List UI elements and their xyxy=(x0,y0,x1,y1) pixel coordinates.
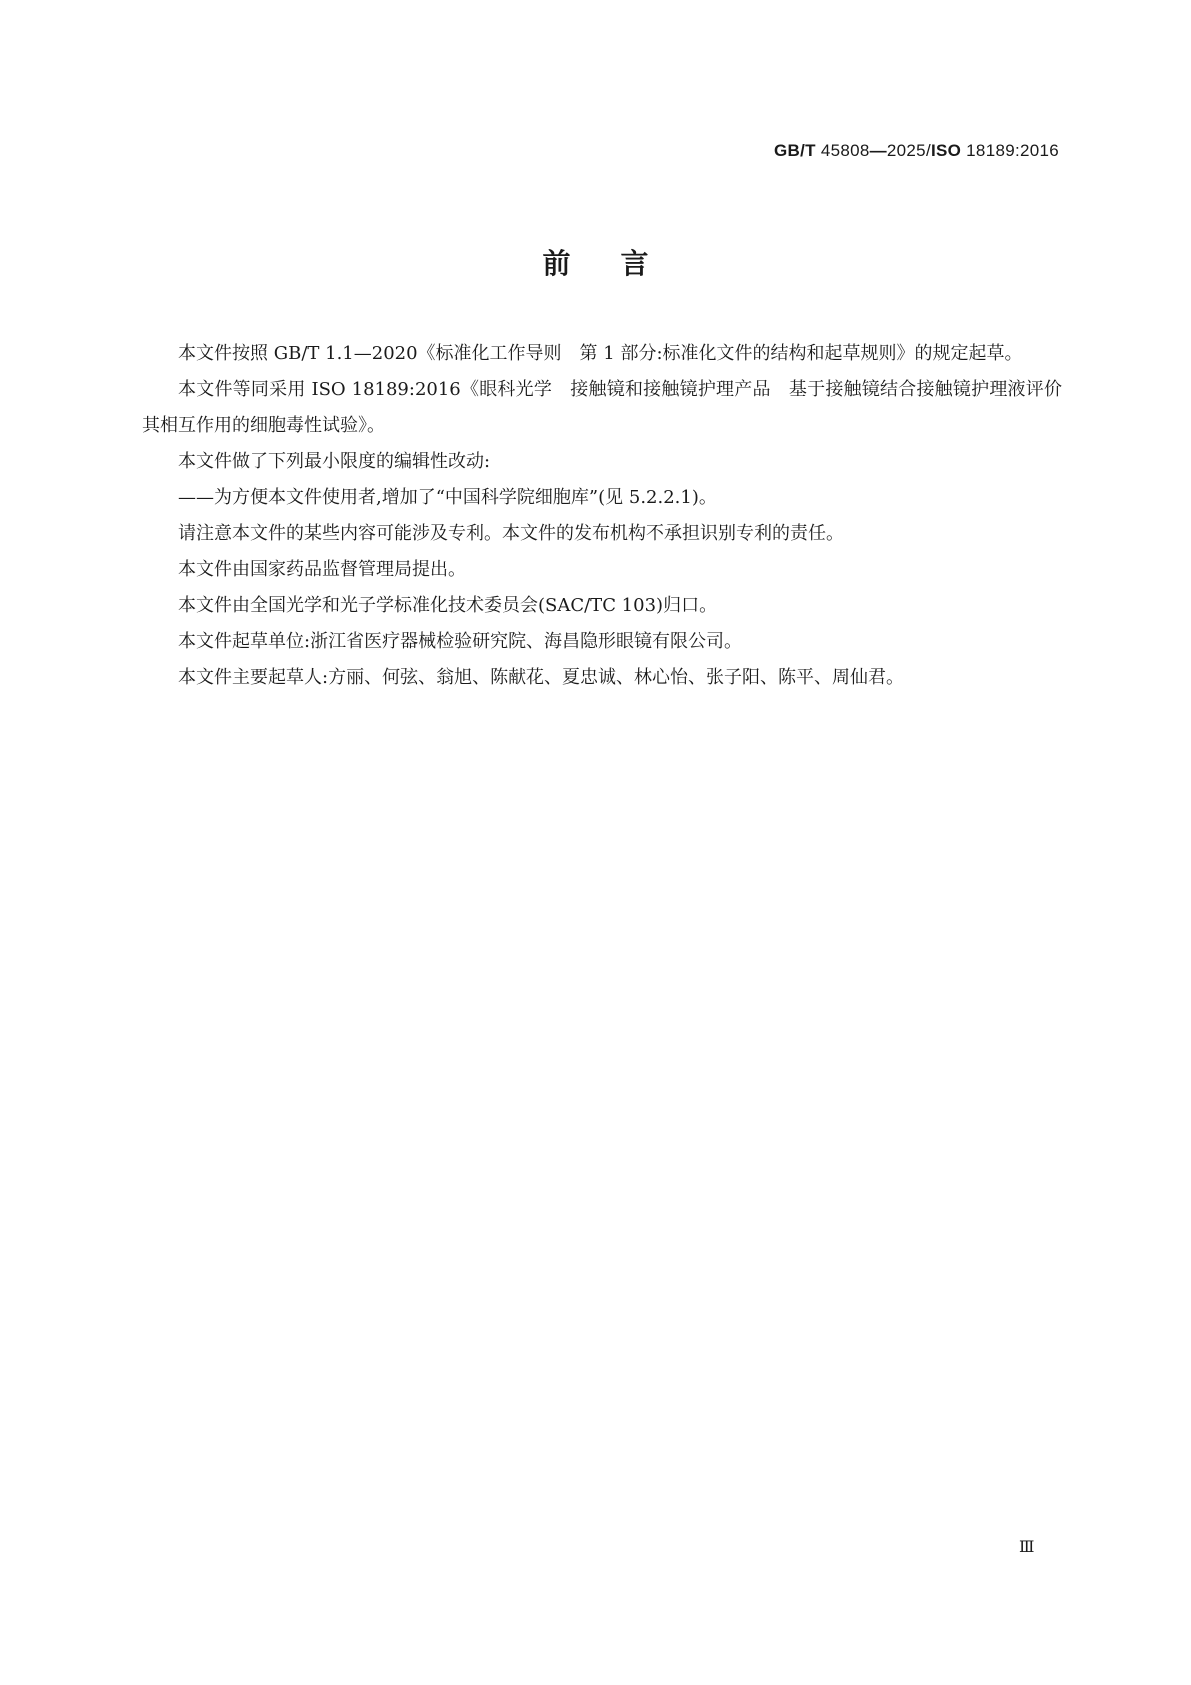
paragraph-drafting-rules: 本文件按照 GB/T 1.1—2020《标准化工作导则 第 1 部分:标准化文件的结构和起草规则》的规定起草。 xyxy=(178,343,1023,364)
std-number-gbt: 45808 xyxy=(815,141,870,160)
paragraph-adoption: 本文件等同采用 ISO 18189:2016《眼科光学 接触镜和接触镜护理产品 基于接触镜结合接触镜护理液评价其相互作用的细胞毒性试验》。 xyxy=(142,379,1062,436)
paragraph-edit-item: ——为方便本文件使用者,增加了“中国科学院细胞库”(见 5.2.2.1)。 xyxy=(178,487,717,508)
std-number-iso: 18189:2016 xyxy=(961,141,1059,160)
paragraph-proposed-by: 本文件由国家药品监督管理局提出。 xyxy=(178,559,466,580)
std-code-gbt: GB/T xyxy=(774,141,816,160)
page-number: Ⅲ xyxy=(1019,1537,1035,1556)
std-year-gbt: 2025/ xyxy=(886,141,931,160)
paragraph-responsible-committee: 本文件由全国光学和光子学标准化技术委员会(SAC/TC 103)归口。 xyxy=(178,595,718,616)
std-dash: — xyxy=(869,141,887,160)
paragraph-patent-notice: 请注意本文件的某些内容可能涉及专利。本文件的发布机构不承担识别专利的责任。 xyxy=(178,523,844,544)
std-code-iso: ISO xyxy=(930,141,962,160)
standard-number-header xyxy=(774,141,1059,161)
page-title: 前言 xyxy=(542,247,699,280)
paragraph-drafting-units: 本文件起草单位:浙江省医疗器械检验研究院、海昌隐形眼镜有限公司。 xyxy=(178,631,743,652)
paragraph-edits-intro: 本文件做了下列最小限度的编辑性改动: xyxy=(178,451,491,472)
foreword-body xyxy=(142,336,1062,696)
paragraph-drafters: 本文件主要起草人:方丽、何弦、翁旭、陈献花、夏忠诚、林心怡、张子阳、陈平、周仙君。 xyxy=(178,667,905,688)
